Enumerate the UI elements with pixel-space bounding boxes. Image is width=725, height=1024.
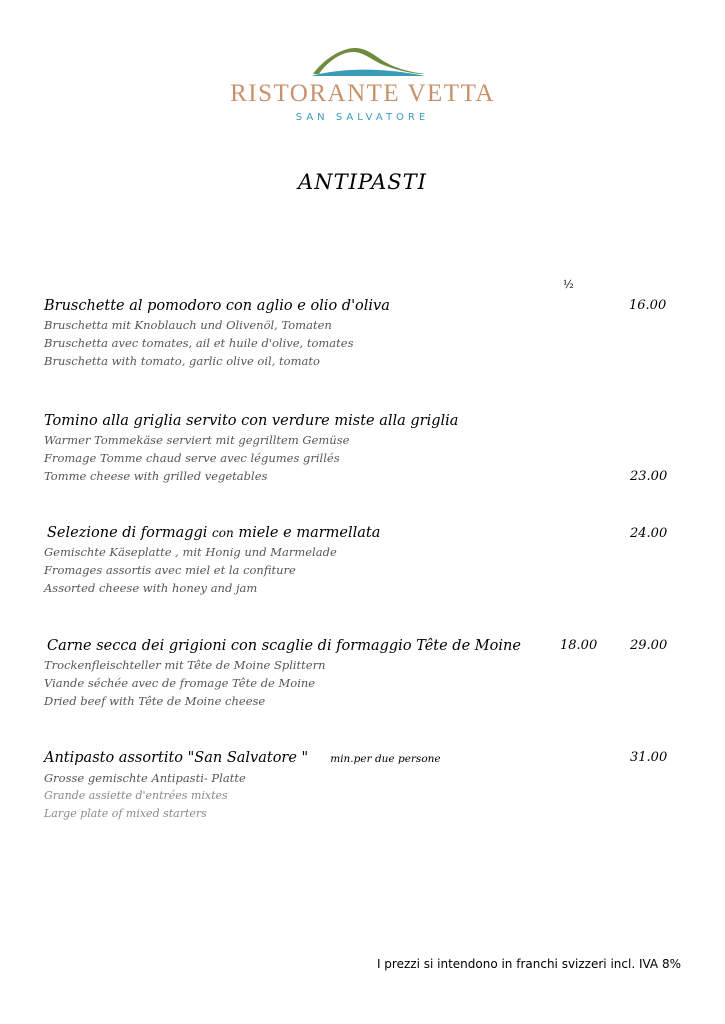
translation-en: Tomme cheese with grilled vegetables (44, 469, 268, 483)
menu-item-name-connector: con (212, 526, 234, 540)
page-title: ANTIPASTI (298, 170, 427, 194)
half-portion-label: ½ (563, 278, 574, 291)
translation-fr: Fromage Tomme chaud serve avec légumes grillés (44, 451, 340, 465)
menu-item-name-main: Selezione di formaggi (47, 525, 208, 541)
price-footnote: I prezzi si intendono in franchi svizzeri incl. IVA 8% (376, 957, 681, 971)
translation-en: Bruschetta with tomato, garlic olive oil, tomato (44, 354, 320, 368)
menu-item-name: Tomino alla griglia servito con verdure miste alla griglia (44, 413, 459, 429)
menu-item (44, 748, 684, 823)
menu-item-name: Carne secca dei grigioni con scaglie di formaggio Tête de Moine (47, 638, 521, 654)
restaurant-name: RISTORANTE VETTA (230, 80, 495, 107)
menu-item-price: 16.00 (629, 298, 667, 313)
restaurant-location: SAN SALVATORE (295, 112, 430, 123)
translation-en: Large plate of mixed starters (44, 807, 207, 820)
translation-de: Gemischte Käseplatte , mit Honig und Marmelade (44, 545, 337, 559)
menu-item (44, 411, 684, 485)
translation-fr: Fromages assortis avec miel et la confiture (44, 563, 296, 577)
translation-en: Assorted cheese with honey and jam (44, 581, 258, 595)
translation-fr: Grande assiette d'entrées mixtes (44, 789, 228, 802)
translation-en: Dried beef with Tête de Moine cheese (44, 694, 266, 708)
menu-item (44, 523, 687, 597)
menu-item-name-text: Antipasto assortito "San Salvatore " (44, 750, 309, 766)
menu-item-price: 31.00 (630, 750, 668, 765)
menu-item-name (47, 523, 687, 543)
menu-item-price-half: 18.00 (560, 638, 598, 653)
translation-de: Trockenfleischteller mit Tête de Moine Splittern (44, 658, 326, 672)
menu-item-name: Bruschette al pomodoro con aglio e olio d'oliva (44, 298, 390, 314)
menu-item-note: min.per due persone (330, 753, 441, 765)
translation-de: Bruschetta mit Knoblauch und Olivenöl, Tomaten (44, 318, 332, 332)
translation-fr: Bruschetta avec tomates, ail et huile d'olive, tomates (44, 336, 354, 350)
menu-item-price: 24.00 (630, 526, 668, 541)
menu-item-name-rest: miele e marmellata (238, 525, 381, 541)
mountain-logo-icon (293, 40, 433, 78)
translation-fr: Viande séchée avec de fromage Tête de Moine (44, 676, 316, 690)
menu-item-name (44, 748, 684, 769)
menu-item-price: 29.00 (630, 638, 668, 653)
restaurant-logo (0, 40, 725, 123)
menu-item-price: 23.00 (630, 469, 668, 484)
translation-de: Warmer Tommekäse serviert mit gegrilltem Gemüse (44, 433, 350, 447)
translation-de: Grosse gemischte Antipasti- Platte (44, 771, 246, 785)
menu-item (44, 296, 684, 370)
